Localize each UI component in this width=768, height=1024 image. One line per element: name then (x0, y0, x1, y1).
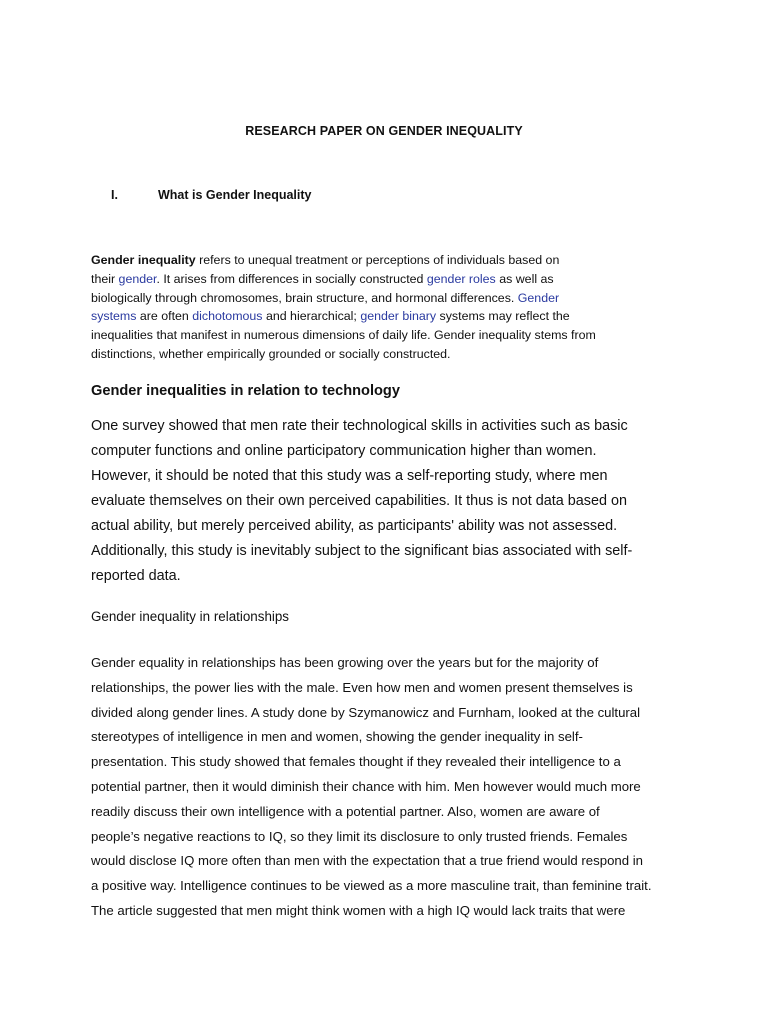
technology-line: computer functions and online participatory communication higher than women. (91, 443, 597, 459)
term-link[interactable]: systems (91, 309, 137, 324)
technology-line: evaluate themselves on their own perceived capabilities. It thus is not data based on (91, 493, 627, 509)
section-heading (111, 188, 312, 202)
relationships-paragraph (91, 651, 691, 924)
document-title: RESEARCH PAPER ON GENDER INEQUALITY (245, 124, 523, 138)
text-run: and hierarchical; (262, 309, 361, 324)
text-run: are often (136, 309, 193, 324)
intro-line (91, 270, 651, 289)
relationships-line: a positive way. Intelligence continues to be viewed as a more masculine trait, than feminine trait. (91, 878, 652, 894)
technology-line: Additionally, this study is inevitably subject to the significant bias associated with self- (91, 543, 633, 559)
text-run: systems may reflect the (436, 309, 570, 324)
term-link[interactable]: gender binary (360, 309, 437, 324)
text-run: biologically through chromosomes, brain structure, and hormonal differences. (91, 290, 518, 305)
relationships-line: stereotypes of intelligence in men and women, showing the gender inequality in self- (91, 729, 583, 745)
technology-line: However, it should be noted that this study was a self-reporting study, where men (91, 468, 608, 484)
relationships-line: Gender equality in relationships has been growing over the years but for the majority of (91, 655, 599, 670)
technology-line: One survey showed that men rate their technological skills in activities such as basic (91, 418, 628, 434)
relationships-heading: Gender inequality in relationships (91, 609, 290, 624)
text-run: distinctions, whether empirically grounded or socially constructed. (91, 346, 451, 361)
relationships-line: people’s negative reactions to IQ, so they limit its disclosure to only trusted friends. Females (91, 828, 628, 844)
section-number: I. (111, 188, 118, 202)
bold-term: Gender inequality (91, 253, 196, 267)
relationships-line: divided along gender lines. A study done by Szymanowicz and Furnham, looked at the cultural (91, 704, 641, 720)
relationships-line: would disclose IQ more often than men with the expectation that a true friend would respond in (91, 853, 643, 869)
text-run: their (91, 271, 119, 286)
intro-line (91, 307, 651, 326)
technology-line: actual ability, but merely perceived ability, as participants' ability was not assessed. (91, 518, 618, 534)
technology-paragraph (91, 414, 691, 589)
intro-line (91, 326, 651, 345)
relationships-line: The article suggested that men might think women with a high IQ would lack traits that were (91, 902, 626, 918)
technology-line: reported data. (91, 568, 181, 584)
section-title: What is Gender Inequality (158, 188, 312, 202)
technology-heading: Gender inequalities in relation to technology (91, 383, 400, 399)
relationships-line: readily discuss their own intelligence with a potential partner. Also, women are aware of (91, 803, 600, 819)
intro-paragraph (91, 251, 651, 364)
relationships-line: presentation. This study showed that females thought if they revealed their intelligence to a (91, 754, 621, 770)
relationships-line: potential partner, then it would diminish their chance with him. Men however would much more (91, 778, 641, 794)
term-link[interactable]: dichotomous (192, 309, 263, 324)
term-link[interactable]: gender (118, 271, 157, 286)
intro-line (91, 289, 651, 308)
term-link[interactable]: gender roles (426, 271, 496, 286)
intro-line (91, 345, 651, 364)
text-run: inequalities that manifest in numerous dimensions of daily life. Gender inequality stems from (91, 328, 596, 343)
term-link[interactable]: Gender (517, 290, 560, 305)
text-run: as well as (495, 271, 554, 286)
relationships-line: relationships, the power lies with the male. Even how men and women present themselves is (91, 679, 633, 695)
intro-line (91, 251, 651, 270)
text-run: . It arises from differences in socially constructed (156, 271, 427, 286)
text-run: refers to unequal treatment or perceptions of individuals based on (195, 253, 560, 267)
